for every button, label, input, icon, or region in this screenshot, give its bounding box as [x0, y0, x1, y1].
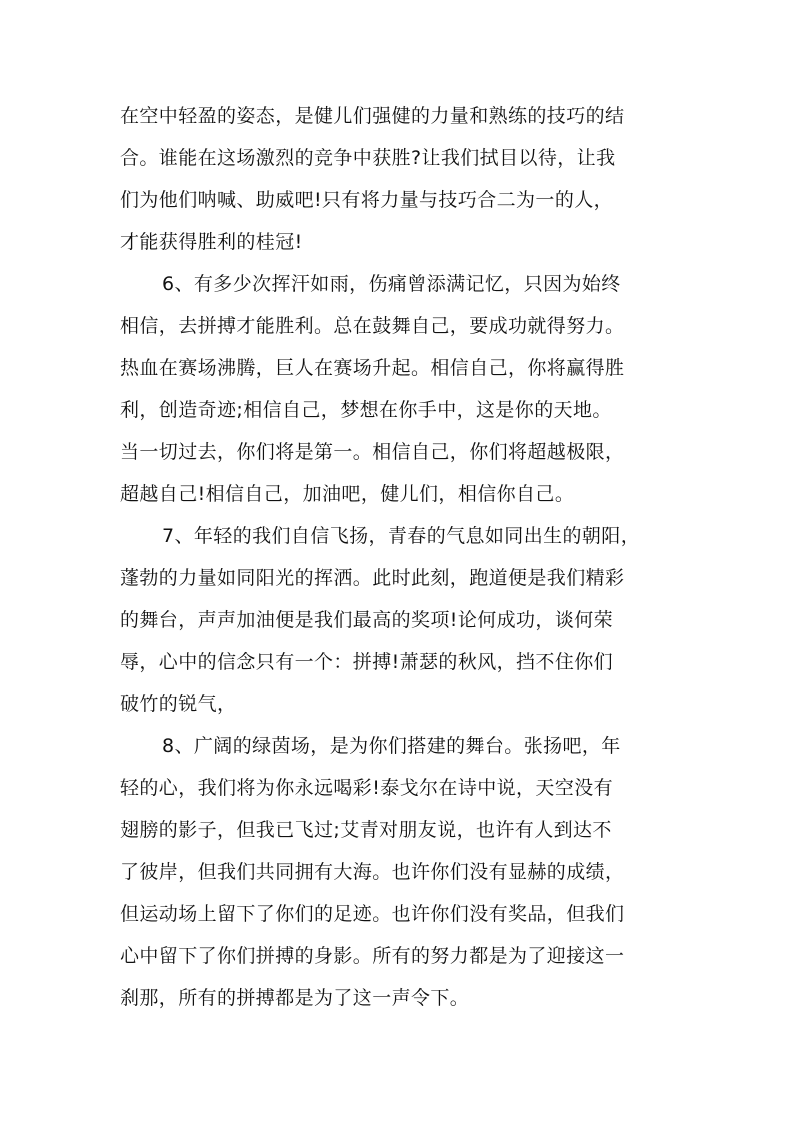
text-line: 合。谁能在这场激烈的竞争中获胜?让我们拭目以待，让我 [120, 147, 616, 169]
paragraph-7-first-line: 7、年轻的我们自信飞扬，青春的气息如同出生的朝阳， [162, 525, 641, 547]
text-line: 相信，去拼搏才能胜利。总在鼓舞自己，要成功就得努力。 [120, 315, 625, 337]
text-line: 的舞台，声声加油便是我们最高的奖项!论何成功，谈何荣 [120, 609, 614, 631]
paragraph-8-first-line: 8、广阔的绿茵场，是为你们搭建的舞台。张扬吧，年 [162, 735, 621, 757]
paragraph-6-first-line: 6、有多少次挥汗如雨，伤痛曾添满记忆，只因为始终 [162, 273, 621, 295]
text-line: 轻的心，我们将为你永远喝彩!泰戈尔在诗中说，天空没有 [120, 777, 614, 799]
text-line: 了彼岸，但我们共同拥有大海。也许你们没有显赫的成绩， [120, 861, 625, 883]
text-line: 热血在赛场沸腾，巨人在赛场升起。相信自己，你将赢得胜 [120, 357, 625, 379]
text-line: 利，创造奇迹;相信自己，梦想在你手中，这是你的天地。 [120, 399, 612, 421]
text-line: 翅膀的影子，但我已飞过;艾青对朋友说，也许有人到达不 [120, 819, 612, 841]
text-line: 当一切过去，你们将是第一。相信自己，你们将超越极限， [120, 441, 625, 463]
text-line: 们为他们呐喊、助威吧!只有将力量与技巧合二为一的人， [120, 189, 614, 211]
text-line: 在空中轻盈的姿态，是健儿们强健的力量和熟练的技巧的结 [120, 105, 625, 127]
text-line: 辱，心中的信念只有一个：拼搏!萧瑟的秋风，挡不住你们 [120, 651, 614, 673]
text-line: 超越自己!相信自己，加油吧，健儿们，相信你自己。 [120, 483, 575, 505]
text-line: 心中留下了你们拼搏的身影。所有的努力都是为了迎接这一 [120, 945, 625, 967]
text-line: 破竹的锐气， [120, 693, 237, 715]
text-line: 蓬勃的力量如同阳光的挥洒。此时此刻，跑道便是我们精彩 [120, 567, 625, 589]
text-line: 但运动场上留下了你们的足迹。也许你们没有奖品，但我们 [120, 903, 625, 925]
text-line: 才能获得胜利的桂冠! [120, 231, 303, 253]
text-line: 刹那，所有的拼搏都是为了这一声令下。 [120, 987, 470, 1009]
